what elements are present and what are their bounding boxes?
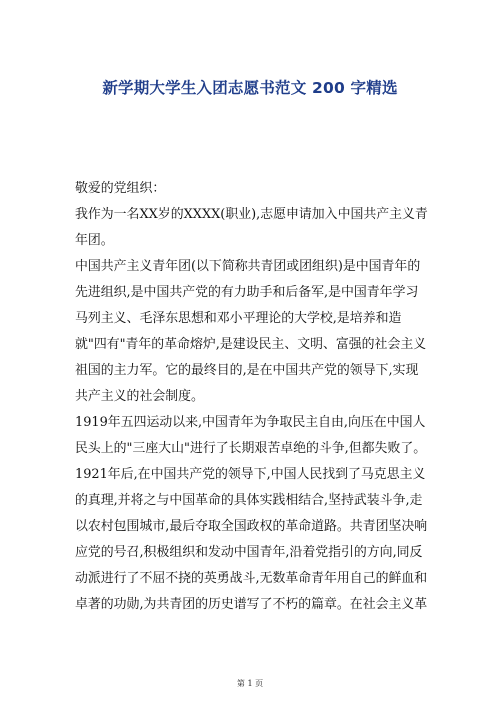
- body-paragraph-2: 中国共产主义青年团(以下简称共青团或团组织)是中国青年的先进组织,是中国共产党的有力助手和后备军,是中国青年学习马列主义、毛泽东思想和邓小平理论的大学校,是培养和造就"四有"青年的革命熔炉,是建设民主、文明、富强的社会主义祖国的主力军。它的最终目的,是在中国共产党的领导下,实现共产主义的社会制度。: [75, 259, 427, 404]
- body-paragraph-3: 1919年五四运动以来,中国青年为争取民主自由,向压在中国人民头上的"三座大山"进行了长期艰苦卓绝的斗争,但都失败了。: [75, 415, 427, 456]
- document-title: 新学期大学生入团志愿书范文 200 字精选: [102, 79, 398, 97]
- salutation-paragraph: 敬爱的党组织：: [75, 181, 166, 196]
- body-paragraph-1: 我作为一名XX岁的XXXX(职业),志愿申请加入中国共产主义青年团。: [75, 207, 428, 248]
- document-body: [75, 176, 431, 618]
- page-number: 第 1 页: [236, 679, 264, 688]
- body-paragraph-4: 1921年后,在中国共产党的领导下,中国人民找到了马克思主义的真理,并将之与中国革命的具体实践相结合,坚持武装斗争,走以农村包围城市,最后夺取全国政权的革命道路。共青团坚决响应党的号召,积极组织和发动中国青年,沿着党指引的方向,同反动派进行了不屈不挠的英勇战斗,无数革命青年用自己的鲜血和卓著的功勋,为共青团的历史谱写了不朽的篇章。在社会主义革: [75, 467, 428, 612]
